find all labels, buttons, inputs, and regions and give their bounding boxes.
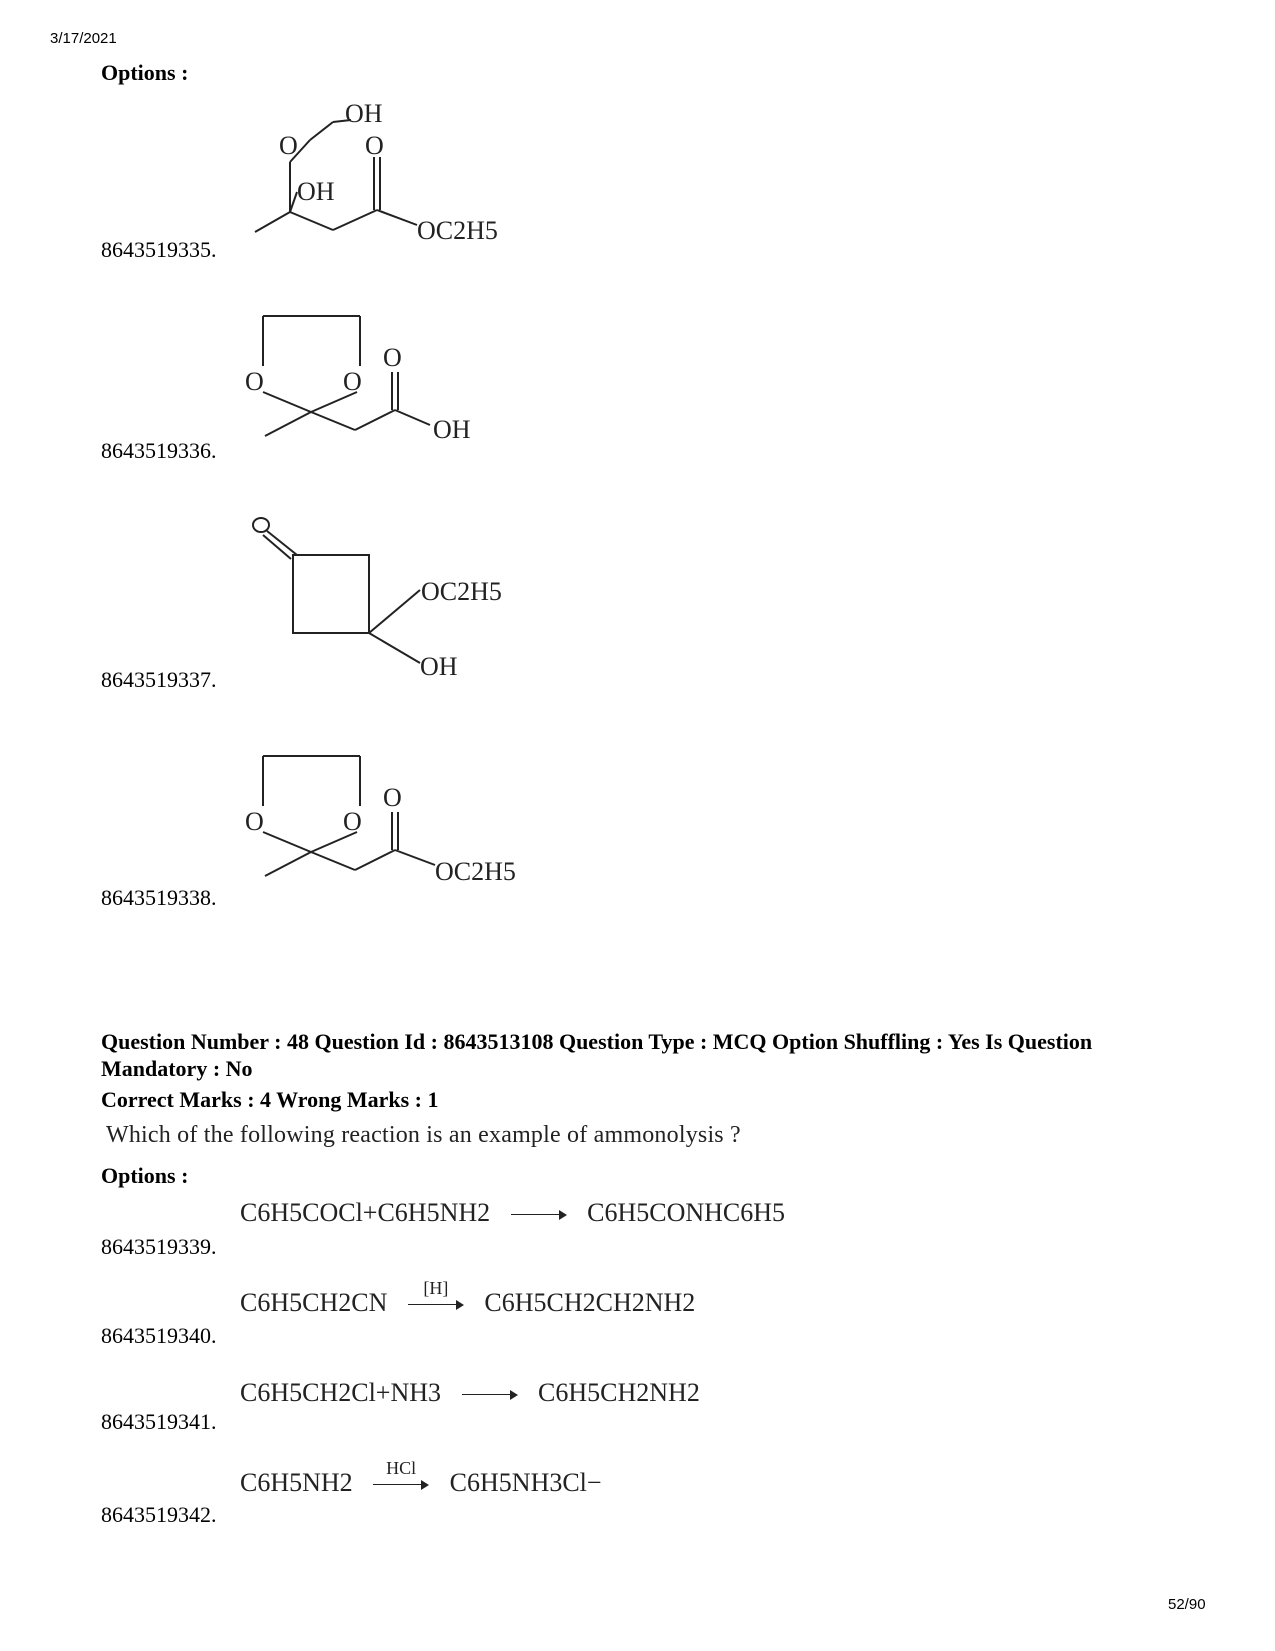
structure-option-1 [255, 92, 555, 257]
question-text: Which of the following reaction is an example of ammonolysis ? [106, 1122, 741, 1148]
label-oh: OH [345, 99, 383, 128]
reaction-option-4 [240, 1458, 602, 1498]
options-label: Options : [101, 1163, 189, 1188]
question-marks: Correct Marks : 4 Wrong Marks : 1 [101, 1087, 439, 1112]
label-o: O [343, 807, 362, 836]
reaction-arrow [511, 1210, 567, 1220]
reaction-option-1 [240, 1198, 785, 1228]
question-header: Question Number : 48 Question Id : 8643513108 Question Type : MCQ Option Shuffling : Yes Is Question Mandatory : No [101, 1029, 1093, 1081]
reaction-arrow [462, 1390, 518, 1400]
option-id: 8643519340. [101, 1323, 217, 1348]
label-o: O [279, 131, 298, 160]
structure-option-2 [245, 300, 555, 465]
option-id: 8643519338. [101, 885, 217, 910]
reaction-reactants: C6H5CH2Cl+NH3 [240, 1378, 442, 1407]
reaction-reactants: C6H5NH2 [240, 1468, 353, 1497]
options-label: Options : [101, 60, 189, 85]
label-o: O [245, 807, 264, 836]
page-number: 52/90 [1168, 1596, 1206, 1613]
label-oc2h5: OC2H5 [435, 857, 516, 886]
option-id: 8643519337. [101, 667, 217, 692]
structure-option-4 [245, 740, 555, 905]
reaction-option-3 [240, 1378, 700, 1408]
label-oh: OH [297, 177, 335, 206]
option-id: 8643519335. [101, 237, 217, 262]
reaction-reactants: C6H5CH2CN [240, 1288, 388, 1317]
reaction-products: C6H5CONHC6H5 [587, 1198, 786, 1227]
reaction-option-2 [240, 1278, 696, 1318]
reaction-products: C6H5NH3Cl− [449, 1468, 602, 1497]
label-o: O [383, 783, 402, 812]
label-oc2h5: OC2H5 [421, 577, 502, 606]
reaction-products: C6H5CH2CH2NH2 [484, 1288, 696, 1317]
label-o: O [365, 131, 384, 160]
label-o: O [245, 367, 264, 396]
reaction-products: C6H5CH2NH2 [538, 1378, 700, 1407]
option-id: 8643519342. [101, 1502, 217, 1527]
structure-option-3 [255, 515, 555, 700]
option-id: 8643519339. [101, 1234, 217, 1259]
reaction-arrow: [H] [408, 1300, 464, 1310]
label-oc2h5: OC2H5 [417, 216, 498, 245]
print-date: 3/17/2021 [50, 30, 117, 47]
label-oh: OH [420, 652, 458, 681]
label-o: O [383, 343, 402, 372]
option-id: 8643519341. [101, 1409, 217, 1434]
reaction-reactants: C6H5COCl+C6H5NH2 [240, 1198, 491, 1227]
reaction-arrow: HCl [373, 1480, 429, 1490]
label-o: O [343, 367, 362, 396]
label-oh: OH [433, 415, 471, 444]
option-id: 8643519336. [101, 438, 217, 463]
